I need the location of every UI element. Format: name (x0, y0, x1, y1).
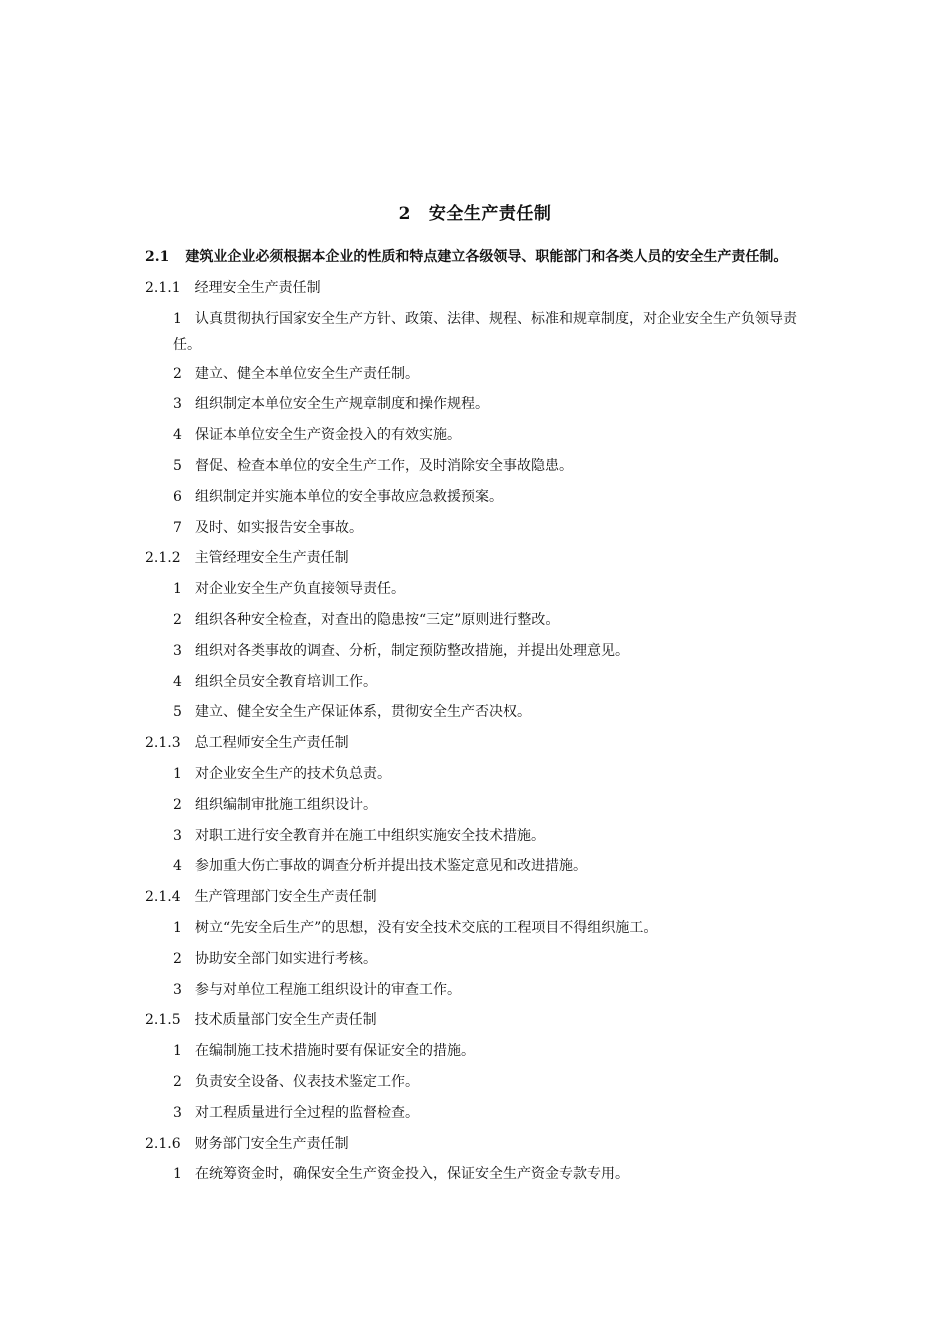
list-item-number: 2 (173, 365, 182, 382)
section-heading (145, 547, 810, 569)
section-number: 2.1.3 (145, 735, 181, 752)
list-item (145, 794, 810, 816)
list-item-text: 对企业安全生产负直接领导责任。 (195, 581, 405, 598)
list-item (145, 701, 810, 723)
section-number: 2.1.6 (145, 1135, 181, 1152)
list-item-text: 建立、健全本单位安全生产责任制。 (195, 365, 419, 382)
list-item-text: 督促、检查本单位的安全生产工作，及时消除安全事故隐患。 (195, 457, 573, 474)
list-item (145, 763, 810, 785)
list-item (145, 979, 810, 1001)
list-item-number: 3 (173, 396, 182, 413)
list-item (145, 486, 810, 508)
list-item-number: 2 (173, 1073, 182, 1090)
list-item-number: 4 (173, 673, 182, 690)
list-item-number: 4 (173, 427, 182, 444)
list-item-text: 对职工进行安全教育并在施工中组织实施安全技术措施。 (195, 827, 545, 844)
list-item (145, 640, 810, 662)
chapter-title (0, 199, 950, 224)
list-item-text: 参加重大伤亡事故的调查分析并提出技术鉴定意见和改进措施。 (195, 858, 587, 875)
list-item-number: 3 (173, 642, 182, 659)
lead-clause-number: 2.1 (145, 249, 170, 265)
list-item-number: 1 (173, 310, 182, 327)
list-item (145, 855, 810, 877)
list-item-text: 对工程质量进行全过程的监督检查。 (195, 1104, 419, 1121)
list-item (145, 424, 810, 446)
list-item-number: 1 (173, 919, 182, 936)
list-item-text: 组织制定本单位安全生产规章制度和操作规程。 (195, 396, 489, 413)
list-item-number: 5 (173, 457, 182, 474)
lead-clause (145, 246, 810, 268)
section-title: 生产管理部门安全生产责任制 (194, 889, 377, 906)
list-item-number: 1 (173, 1043, 182, 1060)
section-number: 2.1.1 (145, 279, 181, 296)
chapter-number: 2 (398, 204, 411, 224)
list-item (145, 578, 810, 600)
list-item (145, 1163, 810, 1185)
section-title: 财务部门安全生产责任制 (194, 1135, 349, 1152)
list-item-text: 负责安全设备、仪表技术鉴定工作。 (195, 1073, 419, 1090)
chapter-title-text: 安全生产责任制 (428, 204, 552, 224)
list-item-number: 1 (173, 1166, 182, 1183)
list-item-number: 2 (173, 796, 182, 813)
list-item-text: 协助安全部门如实进行考核。 (195, 950, 377, 967)
list-item-text: 组织编制审批施工组织设计。 (195, 796, 377, 813)
list-item-number: 2 (173, 611, 182, 628)
list-item-number: 1 (173, 581, 182, 598)
section-number: 2.1.2 (145, 550, 181, 567)
section-heading (145, 886, 810, 908)
section-title: 技术质量部门安全生产责任制 (194, 1012, 377, 1029)
document-body (145, 246, 810, 1194)
list-item-number: 4 (173, 858, 182, 875)
list-item (145, 671, 810, 693)
list-item-text: 认真贯彻执行国家安全生产方针、政策、法律、规程、标准和规章制度，对企业安全生产负领导责任。 (173, 310, 797, 353)
list-item (145, 1102, 810, 1124)
list-item (145, 917, 810, 939)
list-item-number: 3 (173, 981, 182, 998)
list-item-number: 6 (173, 488, 182, 505)
section-heading (145, 732, 810, 754)
section-title: 经理安全生产责任制 (194, 279, 321, 296)
list-item (145, 609, 810, 631)
section-title: 主管经理安全生产责任制 (194, 550, 349, 567)
list-item-number: 1 (173, 765, 182, 782)
list-item (145, 306, 810, 358)
list-item-number: 3 (173, 827, 182, 844)
list-item-number: 2 (173, 950, 182, 967)
list-item-text: 在统筹资金时，确保安全生产资金投入，保证安全生产资金专款专用。 (195, 1166, 629, 1183)
list-item (145, 517, 810, 539)
list-item (145, 455, 810, 477)
list-item-text: 及时、如实报告安全事故。 (195, 519, 363, 536)
list-item (145, 393, 810, 415)
section-number: 2.1.5 (145, 1012, 181, 1029)
section-title: 总工程师安全生产责任制 (194, 735, 349, 752)
list-item (145, 948, 810, 970)
list-item (145, 825, 810, 847)
list-item-number: 7 (173, 519, 182, 536)
list-item-text: 组织对各类事故的调查、分析，制定预防整改措施，并提出处理意见。 (195, 642, 629, 659)
list-item-text: 组织制定并实施本单位的安全事故应急救援预案。 (195, 488, 503, 505)
list-item (145, 1040, 810, 1062)
section-heading (145, 1133, 810, 1155)
list-item-text: 对企业安全生产的技术负总责。 (195, 765, 391, 782)
list-item-number: 5 (173, 704, 182, 721)
list-item-text: 组织各种安全检查，对查出的隐患按“三定”原则进行整改。 (195, 611, 560, 628)
list-item-text: 树立“先安全后生产”的思想，没有安全技术交底的工程项目不得组织施工。 (195, 919, 658, 936)
list-item-text: 组织全员安全教育培训工作。 (195, 673, 377, 690)
list-item-number: 3 (173, 1104, 182, 1121)
list-item (145, 1071, 810, 1093)
list-item (145, 363, 810, 385)
section-heading (145, 1009, 810, 1031)
section-number: 2.1.4 (145, 889, 181, 906)
list-item-text: 参与对单位工程施工组织设计的审查工作。 (195, 981, 461, 998)
section-heading (145, 277, 810, 299)
list-item-text: 建立、健全安全生产保证体系，贯彻安全生产否决权。 (195, 704, 531, 721)
lead-clause-text: 建筑业企业必须根据本企业的性质和特点建立各级领导、职能部门和各类人员的安全生产责任制。 (185, 249, 788, 265)
list-item-text: 在编制施工技术措施时要有保证安全的措施。 (195, 1043, 475, 1060)
list-item-text: 保证本单位安全生产资金投入的有效实施。 (195, 427, 461, 444)
